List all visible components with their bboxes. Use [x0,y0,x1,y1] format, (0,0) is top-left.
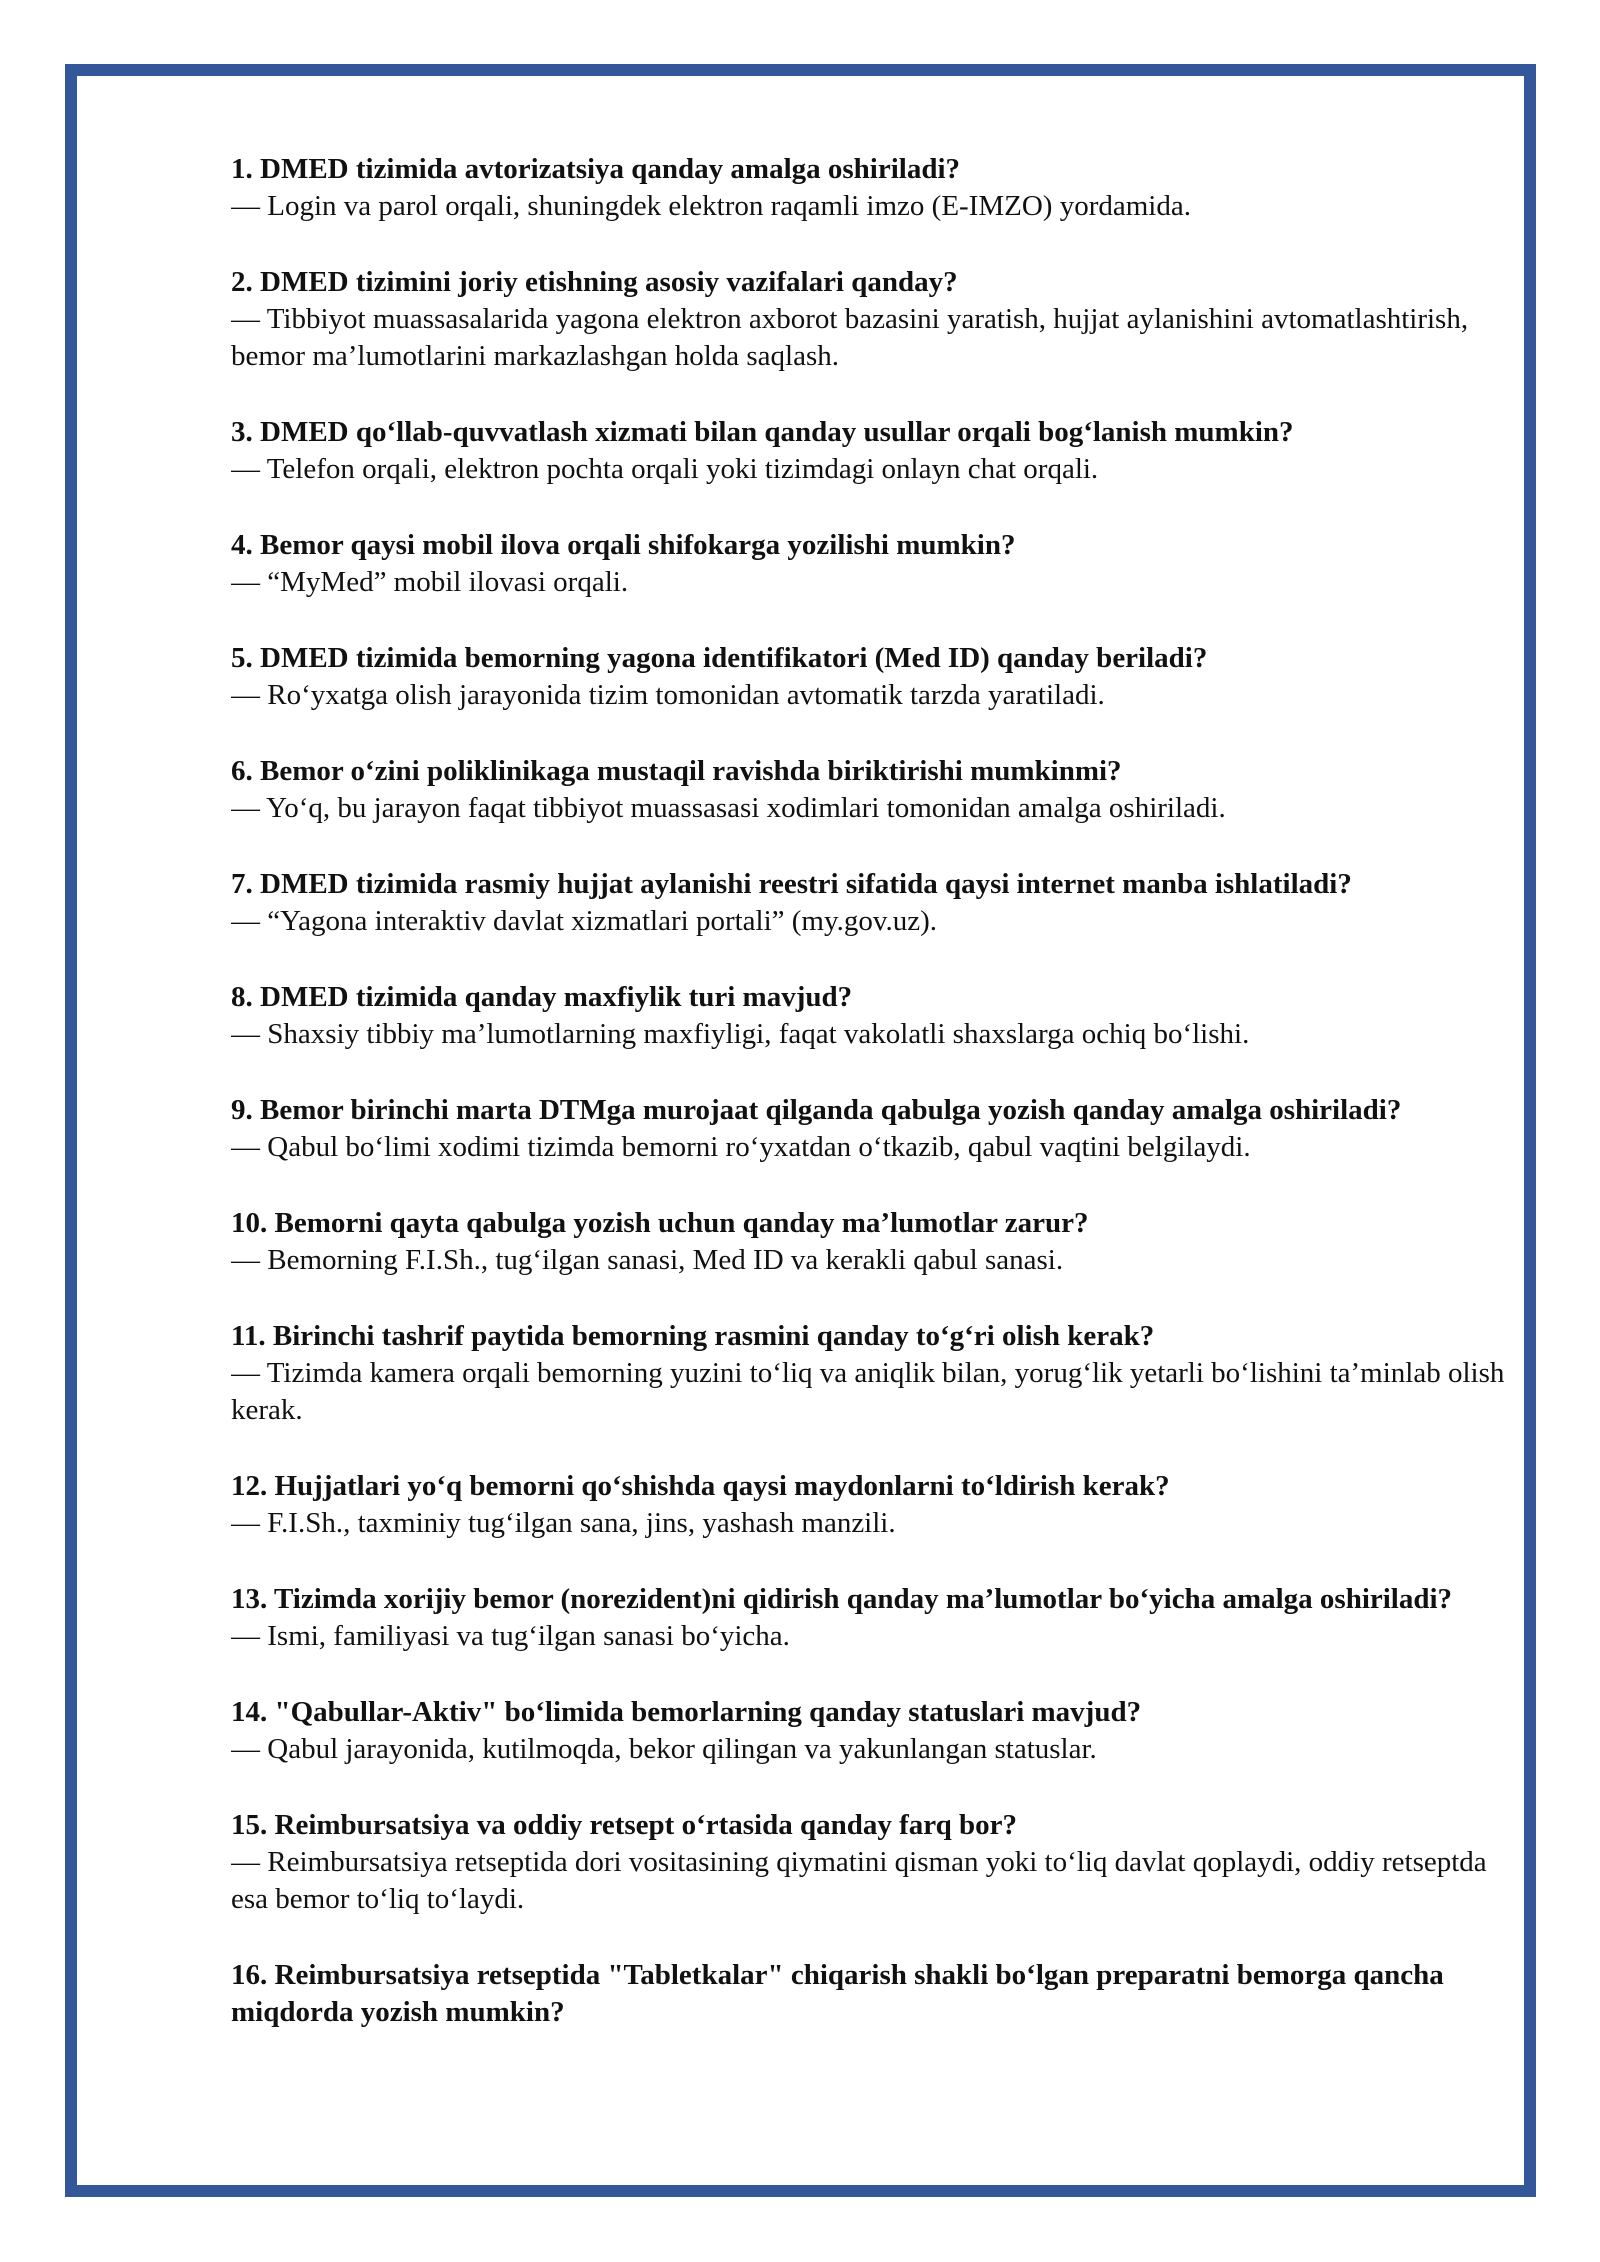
answer-10: — Bemorning F.I.Sh., tug‘ilgan sanasi, Med ID va kerakli qabul sanasi. [231,1244,1064,1276]
qa-item-16 [231,1957,1511,2031]
question-2: 2. DMED tizimini joriy etishning asosiy vazifalari qanday? [231,266,958,298]
answer-4: — “MyMed” mobil ilovasi orqali. [231,566,629,598]
question-7: 7. DMED tizimida rasmiy hujjat aylanishi reestri sifatida qaysi internet manba ishlatiladi? [231,868,1352,900]
question-4: 4. Bemor qaysi mobil ilova orqali shifokarga yozilishi mumkin? [231,529,1016,561]
question-11: 11. Birinchi tashrif paytida bemorning rasmini qanday to‘g‘ri olish kerak? [231,1320,1155,1352]
qa-item-11 [231,1318,1511,1429]
qa-item-4 [231,527,1511,601]
question-6: 6. Bemor o‘zini poliklinikaga mustaqil ravishda biriktirishi mumkinmi? [231,755,1122,787]
qa-item-2 [231,264,1511,375]
question-16: 16. Reimbursatsiya retseptida "Tabletkalar" chiqarish shakli bo‘lgan preparatni bemorga qancha miqdorda yozish mumkin? [231,1959,1444,2028]
answer-3: — Telefon orqali, elektron pochta orqali yoki tizimdagi onlayn chat orqali. [231,453,1099,485]
answer-13: — Ismi, familiyasi va tug‘ilgan sanasi bo‘yicha. [231,1620,790,1652]
answer-12: — F.I.Sh., taxminiy tug‘ilgan sana, jins, yashash manzili. [231,1507,896,1539]
qa-item-5 [231,640,1511,714]
qa-item-3 [231,414,1511,488]
qa-item-1 [231,151,1511,225]
answer-1: — Login va parol orqali, shuningdek elektron raqamli imzo (E-IMZO) yordamida. [231,190,1191,222]
qa-item-7 [231,866,1511,940]
qa-item-8 [231,979,1511,1053]
question-5: 5. DMED tizimida bemorning yagona identifikatori (Med ID) qanday beriladi? [231,642,1208,674]
question-15: 15. Reimbursatsiya va oddiy retsept o‘rtasida qanday farq bor? [231,1809,1018,1841]
answer-11: — Tizimda kamera orqali bemorning yuzini to‘liq va aniqlik bilan, yorug‘lik yetarli bo‘lishini ta’minlab olish kerak. [231,1357,1505,1426]
qa-item-6 [231,753,1511,827]
answer-8: — Shaxsiy tibbiy ma’lumotlarning maxfiyligi, faqat vakolatli shaxslarga ochiq bo‘lishi. [231,1018,1250,1050]
qa-item-10 [231,1205,1511,1279]
answer-9: — Qabul bo‘limi xodimi tizimda bemorni ro‘yxatdan o‘tkazib, qabul vaqtini belgilaydi. [231,1131,1251,1163]
qa-item-14 [231,1694,1511,1768]
answer-6: — Yo‘q, bu jarayon faqat tibbiyot muassasasi xodimlari tomonidan amalga oshiriladi. [231,792,1226,824]
answer-2: — Tibbiyot muassasalarida yagona elektron axborot bazasini yaratish, hujjat aylanishini avtomatlashtirish, bemor ma’lumotlarini markazlashgan holda saqlash. [231,303,1469,372]
answer-5: — Ro‘yxatga olish jarayonida tizim tomonidan avtomatik tarzda yaratiladi. [231,679,1105,711]
question-13: 13. Tizimda xorijiy bemor (norezident)ni qidirish qanday ma’lumotlar bo‘yicha amalga oshiriladi? [231,1583,1453,1615]
question-12: 12. Hujjatlari yo‘q bemorni qo‘shishda qaysi maydonlarni to‘ldirish kerak? [231,1470,1170,1502]
qa-item-9 [231,1092,1511,1166]
qa-item-15 [231,1807,1511,1918]
question-8: 8. DMED tizimida qanday maxfiylik turi mavjud? [231,981,853,1013]
question-1: 1. DMED tizimida avtorizatsiya qanday amalga oshiriladi? [231,153,961,185]
document-body [231,151,1511,2111]
qa-item-13 [231,1581,1511,1655]
question-10: 10. Bemorni qayta qabulga yozish uchun qanday ma’lumotlar zarur? [231,1207,1089,1239]
question-9: 9. Bemor birinchi marta DTMga murojaat qilganda qabulga yozish qanday amalga oshiriladi? [231,1094,1402,1126]
answer-15: — Reimbursatsiya retseptida dori vositasining qiymatini qisman yoki to‘liq davlat qoplaydi, oddiy retseptda esa bemor to‘liq to‘laydi. [231,1846,1487,1915]
answer-14: — Qabul jarayonida, kutilmoqda, bekor qilingan va yakunlangan statuslar. [231,1733,1097,1765]
answer-7: — “Yagona interaktiv davlat xizmatlari portali” (my.gov.uz). [231,905,937,937]
question-3: 3. DMED qo‘llab-quvvatlash xizmati bilan qanday usullar orqali bog‘lanish mumkin? [231,416,1294,448]
qa-item-12 [231,1468,1511,1542]
question-14: 14. "Qabullar-Aktiv" bo‘limida bemorlarning qanday statuslari mavjud? [231,1696,1142,1728]
